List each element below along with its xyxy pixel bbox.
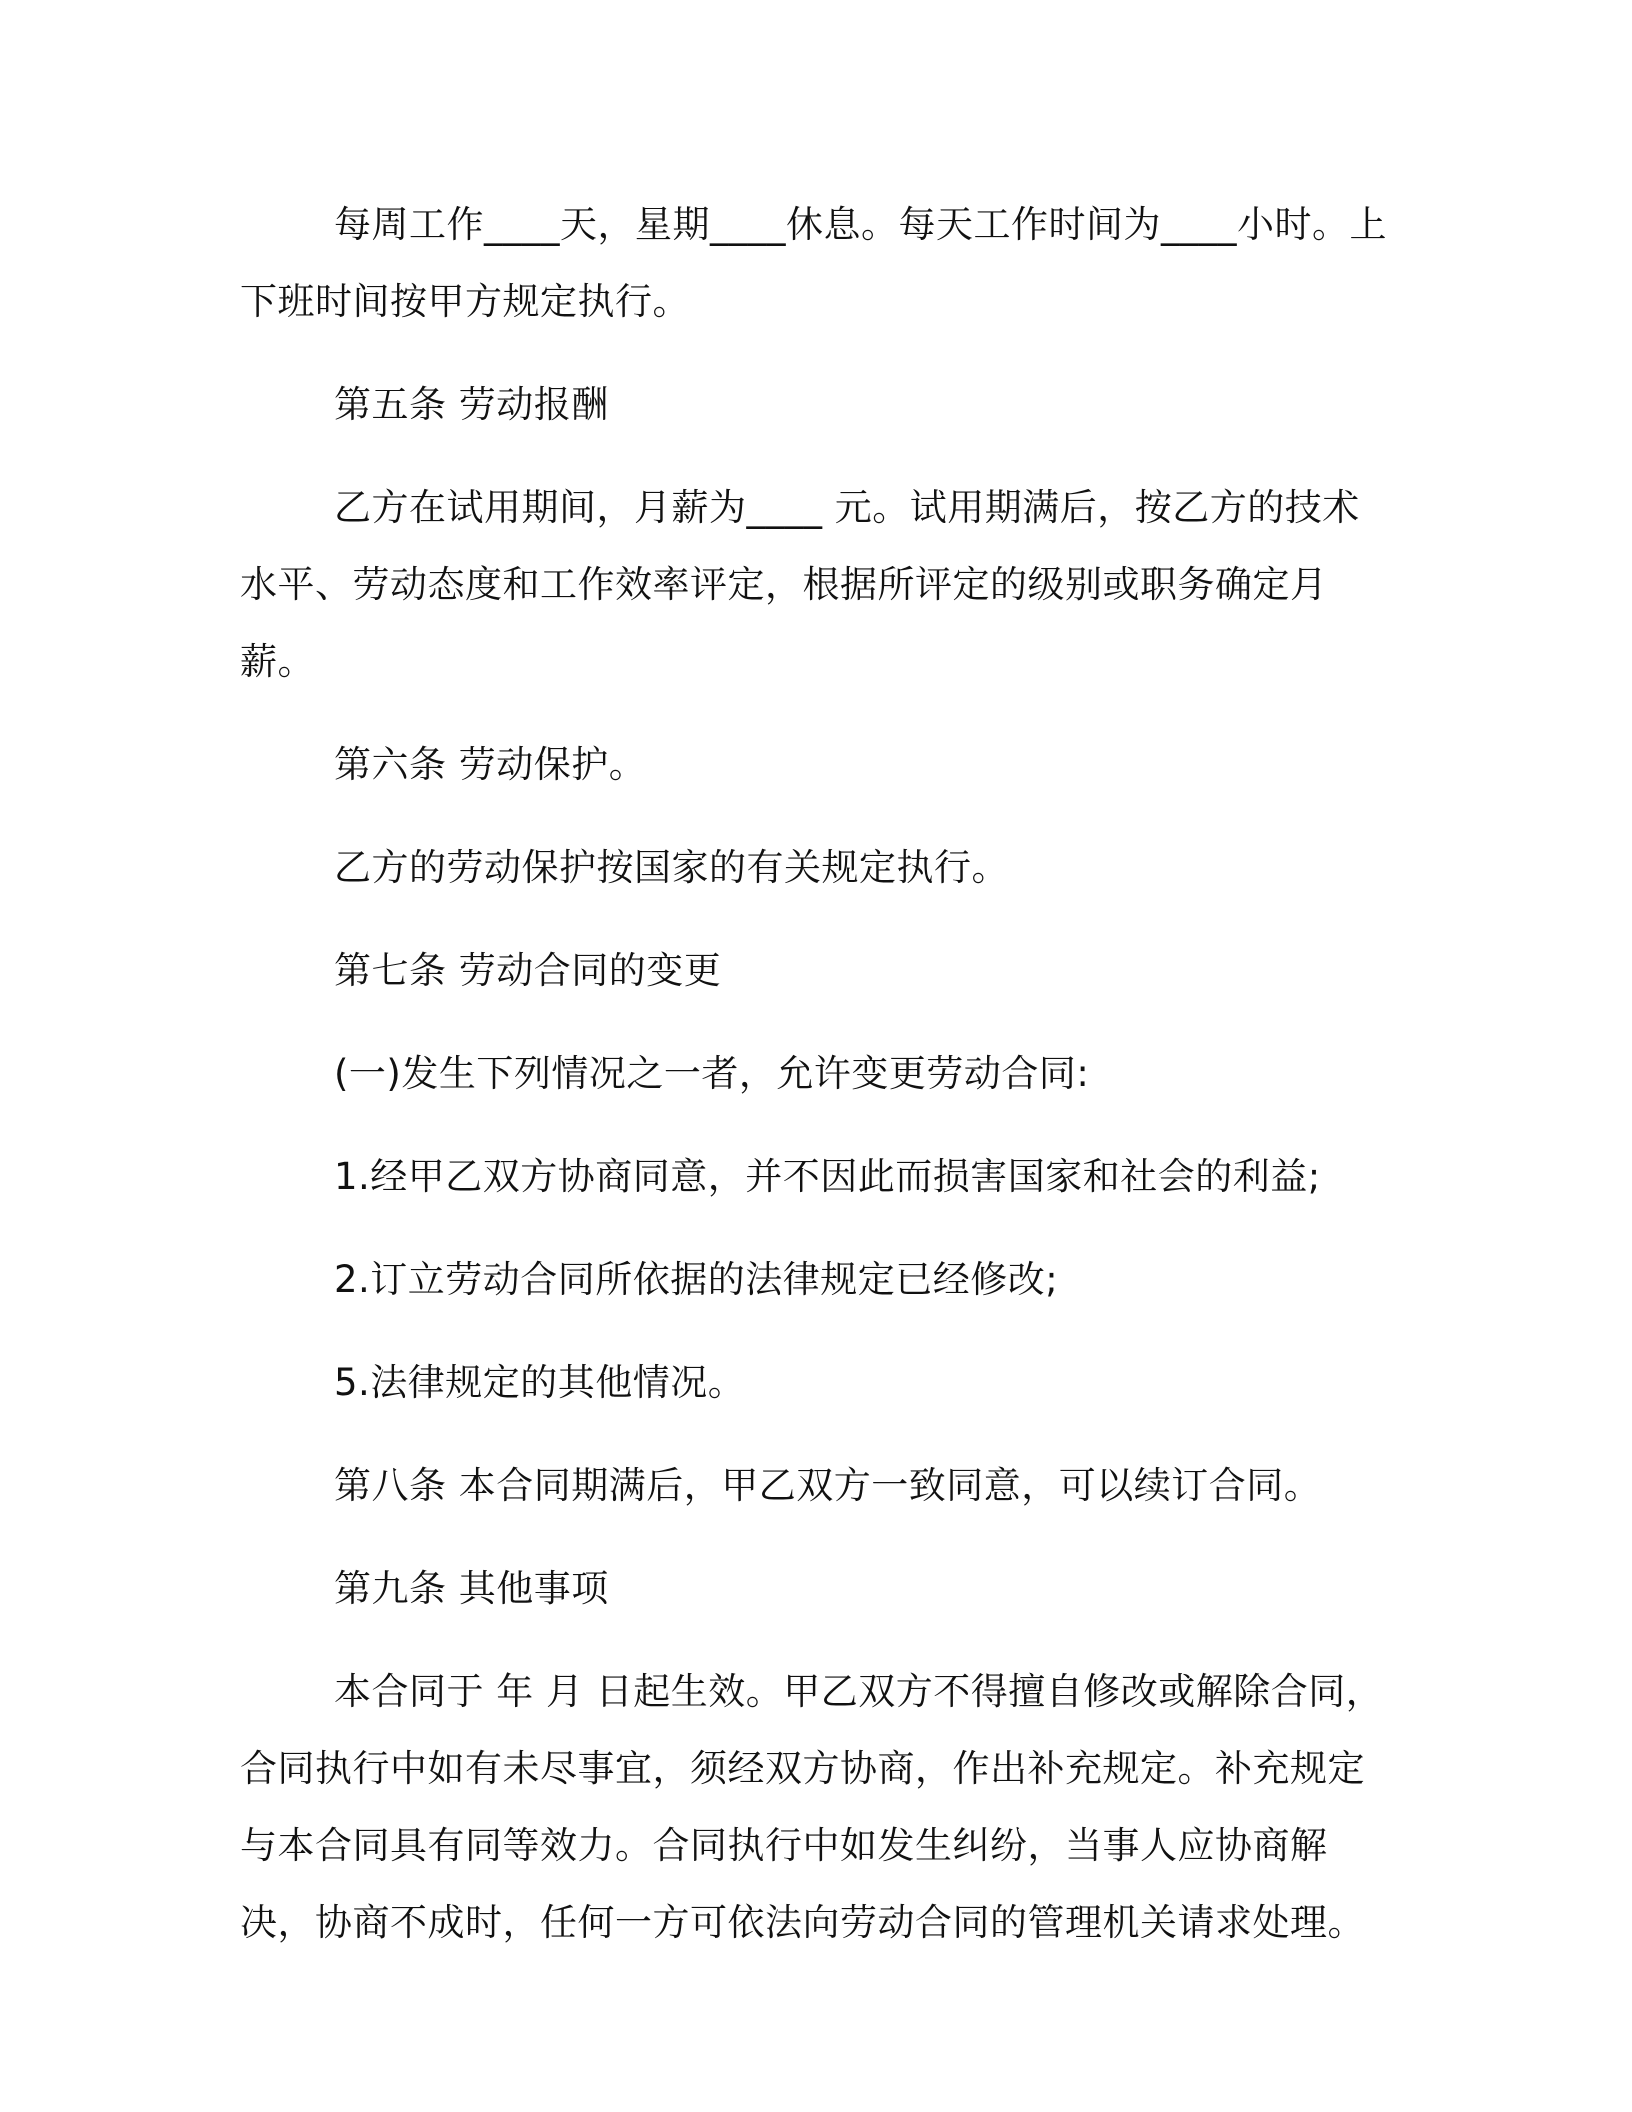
document-body bbox=[240, 186, 1390, 1961]
heading-article-9: 第九条 其他事项 bbox=[334, 1567, 609, 1610]
paragraph-effective-terms: 本合同于 年 月 日起生效。甲乙双方不得擅自修改或解除合同，合同执行中如有未尽事宜，须经双方协商，作出补充规定。补充规定与本合同具有同等效力。合同执行中如发生纠纷，当事人应协商解决，协商不成时，任何一方可依法向劳动合同的管理机关请求处理。 bbox=[240, 1670, 1384, 1944]
heading-article-6: 第六条 劳动保护。 bbox=[334, 743, 647, 786]
list-item-2: 2.订立劳动合同所依据的法律规定已经修改; bbox=[334, 1258, 1059, 1301]
paragraph-work-schedule: 每周工作____天，星期____休息。每天工作时间为____小时。上下班时间按甲方规定执行。 bbox=[240, 203, 1387, 323]
heading-article-8: 第八条 本合同期满后，甲乙双方一致同意，可以续订合同。 bbox=[334, 1464, 1322, 1507]
list-item-1: 1.经甲乙双方协商同意，并不因此而损害国家和社会的利益; bbox=[334, 1155, 1321, 1198]
heading-article-5: 第五条 劳动报酬 bbox=[334, 383, 609, 426]
paragraph-salary: 乙方在试用期间，月薪为____ 元。试用期满后，按乙方的技术水平、劳动态度和工作效率评定，根据所评定的级别或职务确定月薪。 bbox=[240, 486, 1360, 683]
paragraph-labor-protection: 乙方的劳动保护按国家的有关规定执行。 bbox=[334, 846, 1009, 889]
list-item-5: 5.法律规定的其他情况。 bbox=[334, 1361, 746, 1404]
paragraph-change-conditions: (一)发生下列情况之一者，允许变更劳动合同: bbox=[334, 1052, 1090, 1095]
heading-article-7: 第七条 劳动合同的变更 bbox=[334, 949, 722, 992]
